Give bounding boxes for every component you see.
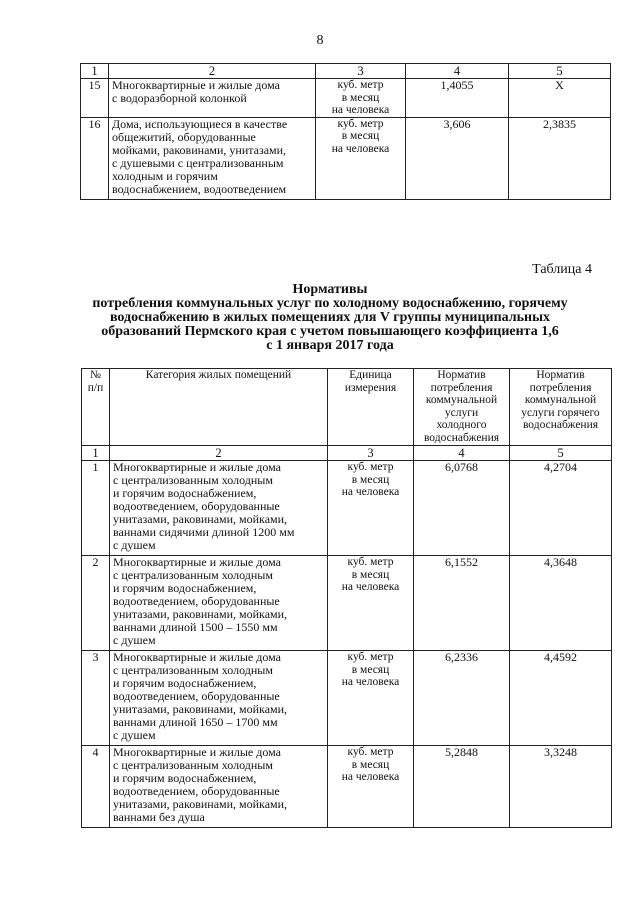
header-line: водоснабжения [423,431,500,444]
table-row [82,556,612,651]
unit-line: куб. метр [347,651,394,663]
category-line: унитазами, раковинами, мойками, [113,607,288,621]
category-line: водоснабжением, водоотведением [112,181,287,196]
category-line: Многоквартирные и жилые дома [113,650,281,664]
row-number: 15 [81,79,109,118]
category-line: с централизованным холодным [113,568,273,582]
unit-cell [328,651,414,746]
document-title [60,283,600,353]
category-line: с централизованным холодным [113,663,273,677]
title-line: с 1 января 2017 года [266,338,394,353]
unit-line: в месяц [351,473,390,486]
hot-water-norm: 3,3248 [510,746,612,828]
hot-water-norm: 4,2704 [510,461,612,556]
title-line: Нормативы [292,282,368,297]
hot-water-norm: 4,4592 [510,651,612,746]
header-line: потребления [430,381,493,394]
category-line: и горячим водоснабжением, [113,771,257,785]
header-line: коммунальной [524,394,597,406]
category-line: ваннами длиной 1500 – 1550 мм [113,620,278,634]
unit-line: куб. метр [337,117,384,130]
column-number: 4 [414,446,510,461]
category-line: унитазами, раковинами, мойками, [113,512,288,526]
unit-line: на человека [341,771,400,783]
category-line: с централизованным холодным [113,758,273,772]
category-line: с душевыми с централизованным [112,155,284,170]
unit-line: на человека [331,142,390,155]
header-line: потребления [529,381,592,394]
category-line: с централизованным холодным [113,473,273,487]
category-line: с душем [113,633,156,647]
unit-line: в месяц [351,568,390,581]
category-cell [110,746,328,828]
unit-line: на человека [341,676,400,688]
category-line: и горячим водоснабжением, [113,581,257,595]
unit-line: в месяц [351,758,390,771]
unit-line: на человека [331,104,390,116]
header-line: холодного [436,419,487,431]
header-category [110,369,328,446]
header-line: Норматив [536,369,585,381]
category-line: Многоквартирные и жилые дома [113,555,281,569]
cold-water-norm: 5,2848 [414,746,510,828]
column-number: 3 [328,446,414,461]
header-line: услуги [444,406,479,419]
column-number: 1 [82,446,110,461]
header-line: Единица [349,369,392,381]
unit-cell [328,461,414,556]
unit-line: в месяц [341,130,380,142]
page-number: 8 [316,33,324,48]
column-number: 2 [109,64,316,79]
header-line: измерения [344,381,397,394]
unit-line: в месяц [351,663,390,676]
unit-cell [328,746,414,828]
column-number: 5 [509,64,611,79]
header-unit [328,369,414,446]
category-cell [109,79,316,118]
category-line: Многоквартирные и жилые дома [112,78,280,92]
category-line: общежитий, оборудованные [112,129,256,144]
table-label: Таблица 4 [532,262,592,277]
category-line: с душем [113,728,156,742]
category-line: водоотведением, оборудованные [113,689,280,703]
category-cell [110,556,328,651]
header-line: Категория жилых помещений [145,369,292,381]
category-line: унитазами, раковинами, мойками, [113,797,288,811]
unit-cell [316,117,406,199]
table-row [81,117,611,199]
cold-water-norm: 1,4055 [406,79,509,118]
unit-line: в месяц [341,91,380,104]
hot-water-norm: 2,3835 [509,117,611,199]
hot-water-norm: 4,3648 [510,556,612,651]
unit-line: куб. метр [347,461,394,473]
category-cell [110,461,328,556]
unit-line: на человека [341,486,400,498]
column-number: 1 [81,64,109,79]
continued-norms-table [80,63,611,200]
row-number: 4 [82,746,110,828]
category-line: водоотведением, оборудованные [113,784,280,798]
category-line: ваннами длиной 1650 – 1700 мм [113,715,278,729]
cold-water-norm: 6,0768 [414,461,510,556]
column-number: 4 [406,64,509,79]
category-line: водоотведением, оборудованные [113,594,280,608]
unit-cell [316,79,406,118]
row-number: 3 [82,651,110,746]
title-line: потребления коммунальных услуг по холодному водоснабжению, горячему [92,296,568,311]
header-line: коммунальной [425,394,498,406]
category-line: Дома, использующиеся в качестве [112,117,288,131]
category-line: с водоразборной колонкой [112,91,247,105]
norms-table-4 [81,368,612,828]
header-line: водоснабжения [522,419,599,431]
category-line: Многоквартирные и жилые дома [113,460,281,474]
cold-water-norm: 6,1552 [414,556,510,651]
header-cold-water [414,369,510,446]
category-line: и горячим водоснабжением, [113,676,257,690]
category-cell [110,651,328,746]
column-number: 5 [510,446,612,461]
category-line: ваннами без душа [113,810,205,824]
title-line: образований Пермского края с учетом повышающего коэффициента 1,6 [101,324,559,339]
category-line: с душем [113,538,156,552]
category-line: водоотведением, оборудованные [113,499,280,513]
table-row [81,79,611,118]
title-line: водоснабжению в жилых помещениях для V группы муниципальных [109,310,551,325]
header-line: № [90,369,101,381]
category-cell [109,117,316,199]
table-row [82,461,612,556]
category-line: и горячим водоснабжением, [113,486,257,500]
row-number: 2 [82,556,110,651]
hot-water-norm: Х [509,79,611,118]
unit-line: на человека [341,581,400,593]
category-line: ваннами сидячими длиной 1200 мм [113,525,295,539]
cold-water-norm: 3,606 [406,117,509,199]
column-numbers-row [81,64,611,79]
table-row [82,651,612,746]
row-number: 1 [82,461,110,556]
column-numbers-row [82,446,612,461]
unit-line: куб. метр [347,556,394,568]
table-row [82,746,612,828]
header-line: Норматив [437,369,486,381]
category-line: Многоквартирные и жилые дома [113,745,281,759]
column-number: 3 [316,64,406,79]
category-line: мойками, раковинами, унитазами, [112,142,287,157]
unit-cell [328,556,414,651]
unit-line: куб. метр [347,746,394,758]
header-line: услуги горячего [521,406,600,419]
cold-water-norm: 6,2336 [414,651,510,746]
category-line: унитазами, раковинами, мойками, [113,702,288,716]
header-hot-water [510,369,612,446]
unit-line: куб. метр [337,79,384,91]
header-row [82,369,612,446]
category-line: холодным и горячим [112,168,218,183]
column-number: 2 [110,446,328,461]
row-number: 16 [81,117,109,199]
header-line: п/п [87,381,104,394]
header-number [82,369,110,446]
